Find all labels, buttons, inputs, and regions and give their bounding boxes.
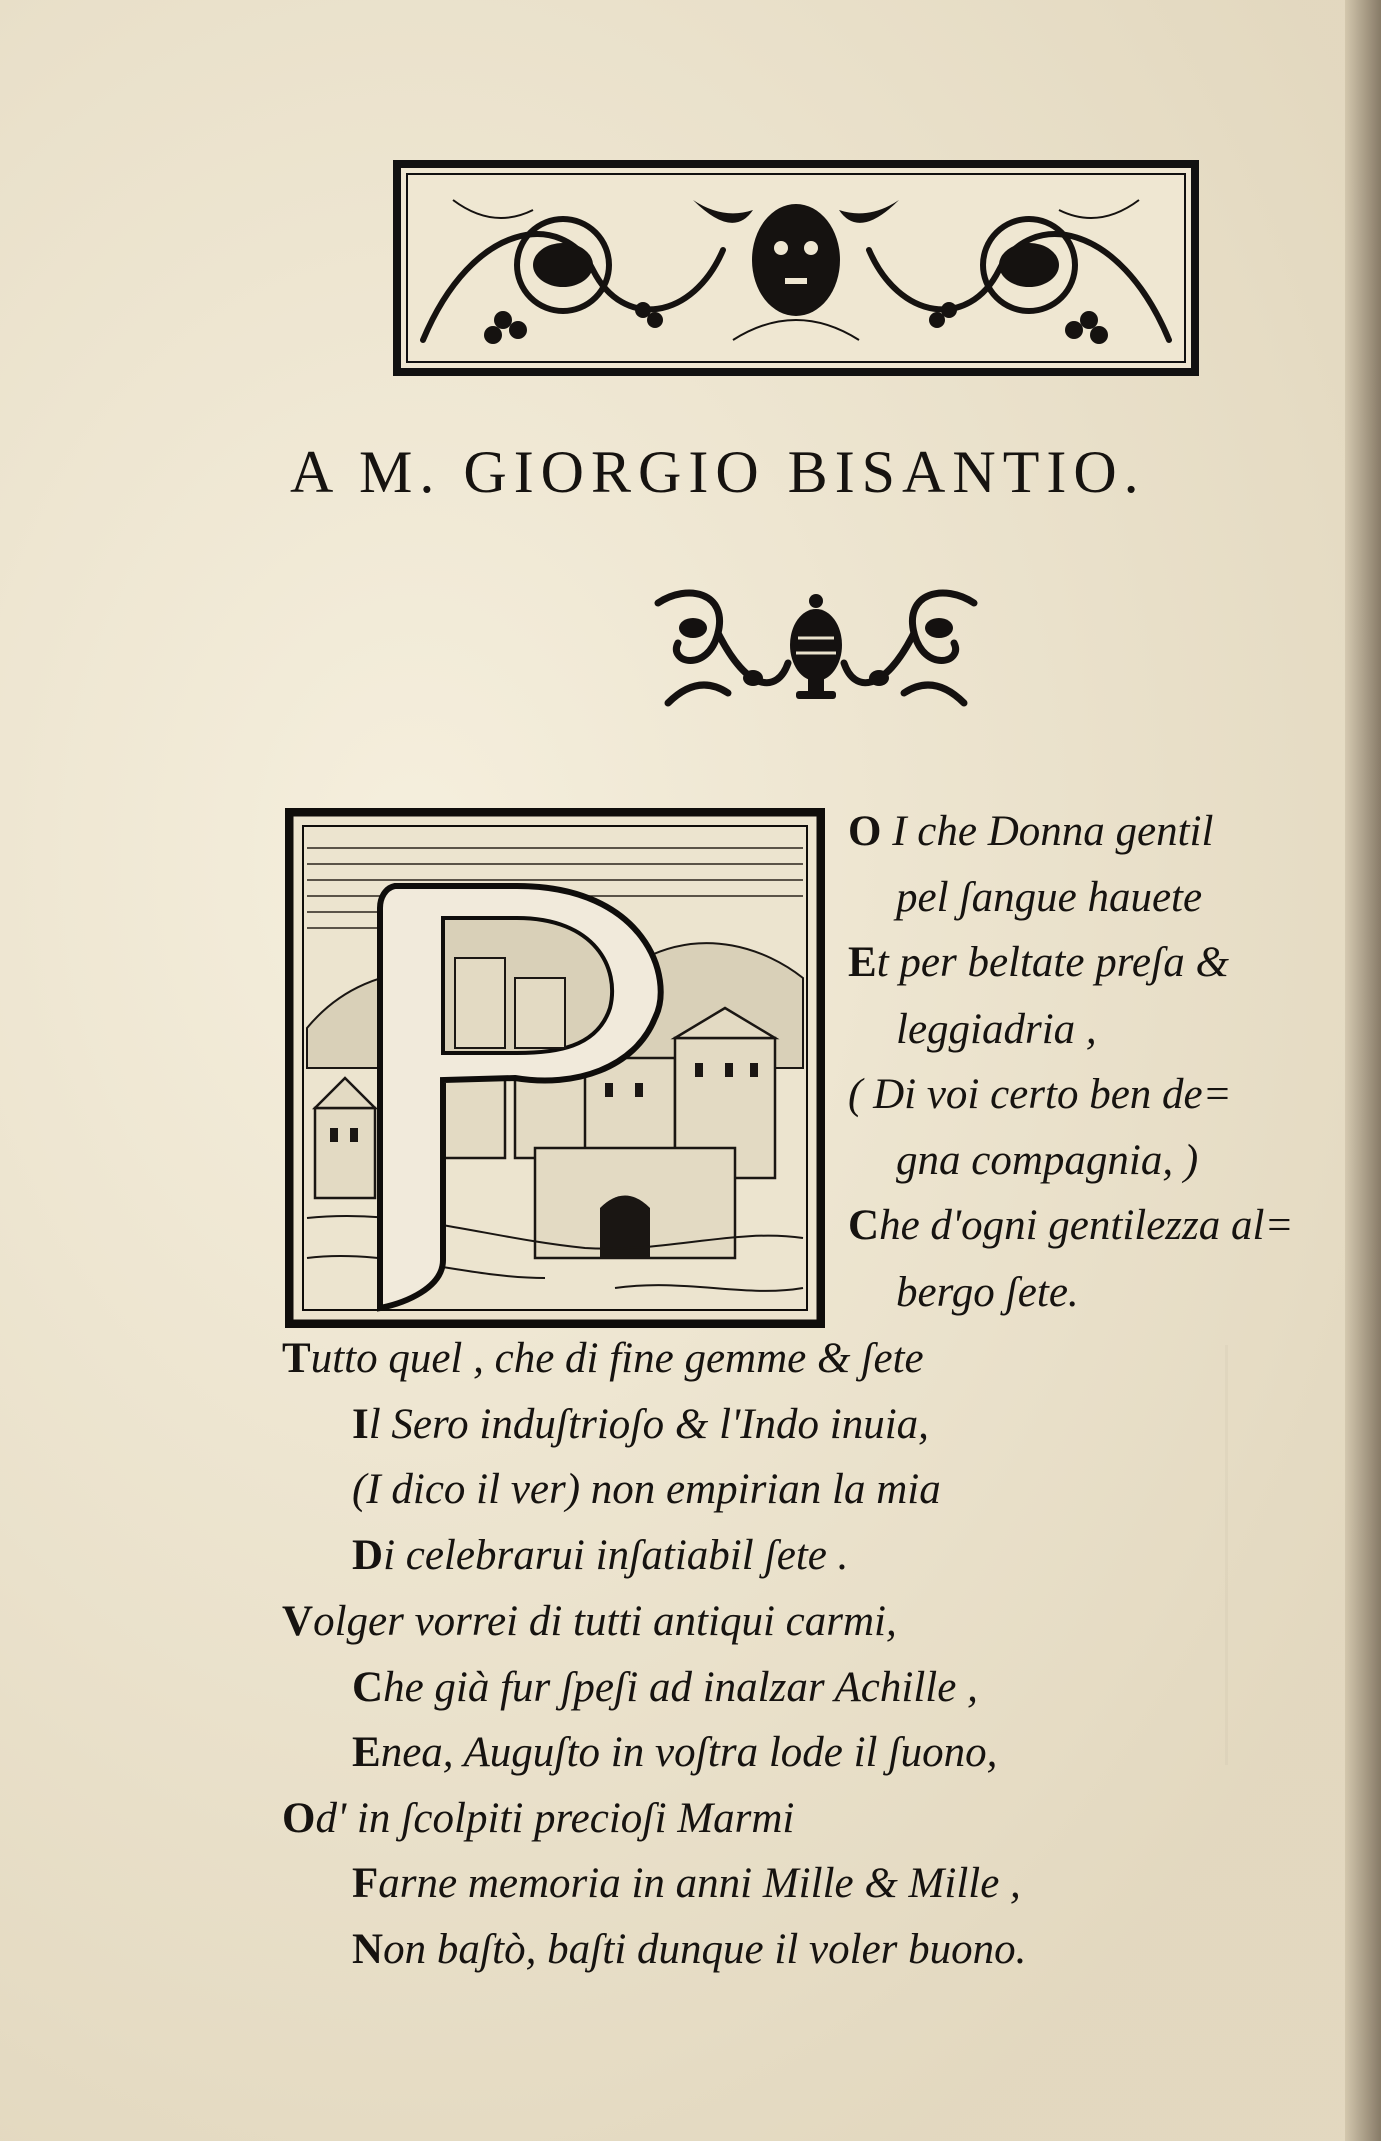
verse-line: bergo ʃete. xyxy=(896,1269,1079,1316)
verse-line: leggiadria , xyxy=(896,1006,1097,1053)
verse-line: Et per beltate preʃa & xyxy=(848,939,1229,986)
verse-line: (I dico il ver) non empirian la mia xyxy=(352,1466,941,1513)
verse-line: Di celebrarui inʃatiabil ʃete . xyxy=(352,1532,849,1579)
verse-line: pel ʃangue hauete xyxy=(896,874,1203,921)
dedication-title: A M. GIORGIO BISANTIO. xyxy=(290,439,1146,505)
verse-line: Enea, Auguʃto in voʃtra lode il ʃuono, xyxy=(352,1729,998,1776)
verse-line: gna compagnia, ) xyxy=(896,1137,1199,1184)
verse-line: O I che Donna gentil xyxy=(848,808,1214,855)
verse-line: Tutto quel , che di fine gemme & ʃete xyxy=(282,1335,924,1382)
verse-line: Che d'ogni gentilezza al= xyxy=(848,1202,1294,1249)
verse-line: ( Di voi certo ben de= xyxy=(848,1071,1232,1118)
verse-line: Od' in ʃcolpiti precioʃi Marmi xyxy=(282,1795,795,1842)
verse-line: Che già fur ʃpeʃi ad inalzar Achille , xyxy=(352,1664,978,1711)
verse-line: Volger vorrei di tutti antiqui carmi, xyxy=(282,1598,897,1645)
verse-line: Non baʃtò, baʃti dunque il voler buono. xyxy=(352,1926,1027,1973)
verse-line: Il Sero induʃtrioʃo & l'Indo inuia, xyxy=(352,1401,929,1448)
verse-line: Farne memoria in anni Mille & Mille , xyxy=(352,1860,1021,1907)
